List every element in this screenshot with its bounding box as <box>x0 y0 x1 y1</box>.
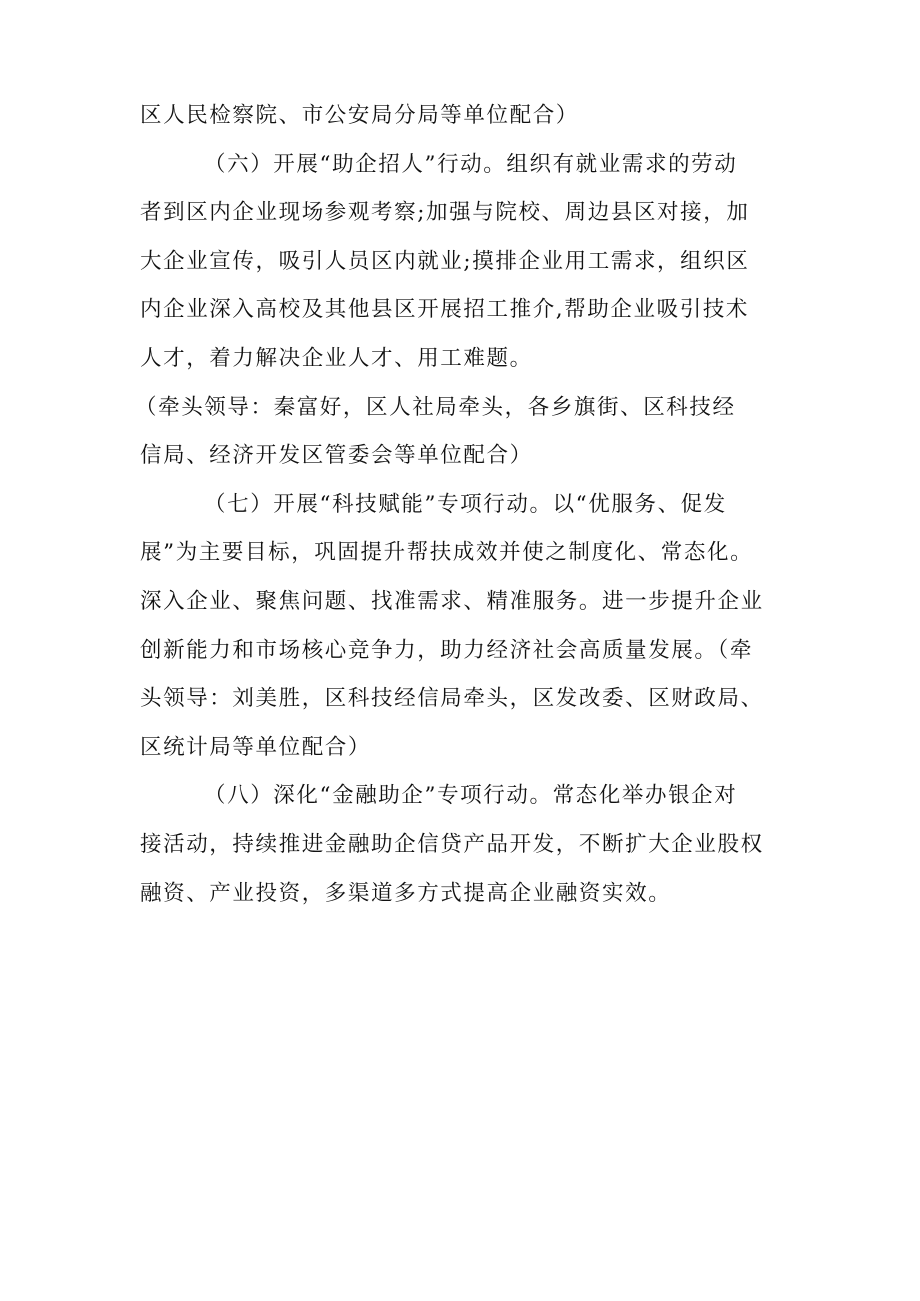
paragraph-7-line-3: 深入企业、聚焦问题、找准需求、精准服务。进一步提升企业 <box>140 588 764 614</box>
paragraph-6-line-1: （六）开展“助企招人”行动。组织有就业需求的劳动 <box>204 151 738 177</box>
paragraph-8-line-2: 接活动，持续推进金融助企信贷产品开发，不断扩大企业股权 <box>140 831 764 857</box>
paragraph-8-line-1: （八）深化“金融助企”专项行动。常态化举办银企对 <box>204 783 738 809</box>
paragraph-6-line-2: 者到区内企业现场参观考察;加强与院校、周边县区对接，加 <box>140 200 750 226</box>
paragraph-6-lead-line-2: 信局、经济开发区管委会等单位配合） <box>140 443 533 469</box>
text-line-1: 区人民检察院、市公安局分局等单位配合） <box>140 103 579 128</box>
paragraph-7-line-5: 头领导：刘美胜，区科技经信局牵头，区发改委、区财政局、 <box>140 686 764 712</box>
paragraph-7-line-2: 展”为主要目标，巩固提升帮扶成效并使之制度化、常态化。 <box>140 540 754 566</box>
paragraph-6-line-4: 内企业深入高校及其他县区开展招工推介,帮助企业吸引技术 <box>140 297 750 323</box>
paragraph-8-line-3: 融资、产业投资，多渠道多方式提高企业融资实效。 <box>140 880 672 906</box>
paragraph-6-lead-line-1: （牵头领导：秦富好，区人社局牵头，各乡旗街、区科技经 <box>135 394 736 420</box>
paragraph-6-line-5: 人才，着力解决企业人才、用工难题。 <box>140 345 533 371</box>
document-body <box>135 92 800 918</box>
paragraph-7-line-4: 创新能力和市场核心竞争力，助力经济社会高质量发展。（牵 <box>140 637 753 663</box>
paragraph-7-line-1: （七）开展“科技赋能”专项行动。以“优服务、促发 <box>204 491 727 517</box>
paragraph-7-line-6: 区统计局等单位配合） <box>140 734 372 760</box>
paragraph-6-line-3: 大企业宣传，吸引人员区内就业;摸排企业用工需求，组织区 <box>140 248 750 274</box>
